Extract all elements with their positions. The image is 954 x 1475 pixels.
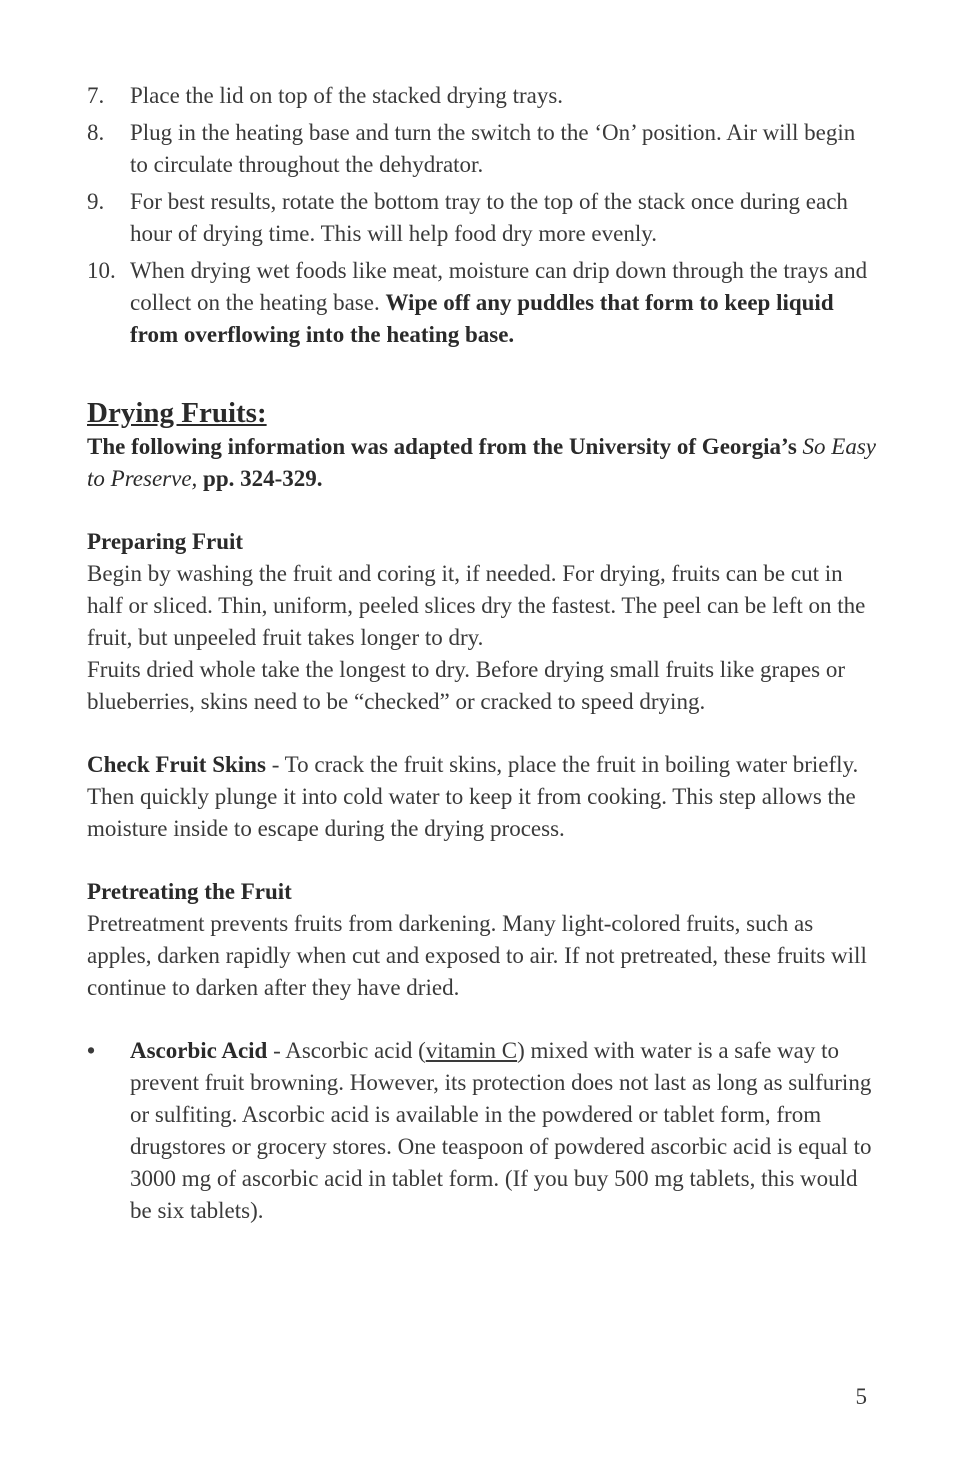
- check-skins-paragraph: [87, 749, 877, 845]
- preparing-heading: Preparing Fruit: [87, 529, 244, 554]
- step-warning: Wipe off any puddles that form to keep liquid from overflowing into the heating base.: [130, 290, 834, 347]
- list-item: [87, 1035, 877, 1227]
- section-title: Drying Fruits:: [87, 397, 267, 429]
- bullet-icon: •: [87, 1038, 96, 1063]
- step-number: 10.: [87, 258, 116, 283]
- pretreating-paragraph: Pretreatment prevents fruits from darkening. Many light-colored fruits, such as apples, darken rapidly when cut and exposed to air. If not pretreated, these fruits will continue to darken after they have dried.: [87, 911, 867, 1000]
- preparing-paragraph-1: Begin by washing the fruit and coring it, if needed. For drying, fruits can be cut in half or sliced. Thin, uniform, peeled slices dry the fastest. The peel can be left on the fruit, but unpeeled fruit takes longer to dry.: [87, 561, 866, 650]
- list-item: [87, 80, 877, 112]
- step-text: For best results, rotate the bottom tray to the top of the stack once during each hour of drying time. This will help food dry more evenly.: [130, 189, 848, 246]
- vitamin-c-link[interactable]: vitamin C: [425, 1038, 518, 1063]
- check-skins-text: - To crack the fruit skins, place the fruit in boiling water briefly. Then quickly plunge it into cold water to keep it from cooking. This step allows the moisture inside to escape during the drying process.: [87, 752, 859, 841]
- step-number: 9.: [87, 189, 105, 214]
- document-page: [87, 80, 877, 1227]
- source-pages: pp. 324-329.: [197, 466, 323, 491]
- bullet-text: - Ascorbic acid (: [267, 1038, 426, 1063]
- list-item: [87, 117, 877, 181]
- step-text: Place the lid on top of the stacked drying trays.: [130, 83, 564, 108]
- step-text: Plug in the heating base and turn the switch to the ‘On’ position. Air will begin to circulate throughout the dehydrator.: [130, 120, 856, 177]
- source-prefix: The following information was adapted from the University of Georgia’s: [87, 434, 803, 459]
- bullet-label: Ascorbic Acid: [130, 1038, 268, 1063]
- source-book-title: So Easy to Preserve,: [87, 434, 876, 491]
- page-number: 5: [855, 1384, 867, 1409]
- step-text: When drying wet foods like meat, moisture can drip down through the trays and collect on the heating base.: [130, 258, 868, 315]
- preparing-paragraph-2: Fruits dried whole take the longest to dry. Before drying small fruits like grapes or blueberries, skins need to be “checked” or cracked to speed drying.: [87, 657, 845, 714]
- step-number: 7.: [87, 83, 105, 108]
- pretreating-heading: Pretreating the Fruit: [87, 879, 292, 904]
- list-item: [87, 255, 877, 351]
- list-item: [87, 186, 877, 250]
- source-citation: [87, 431, 877, 495]
- check-skins-label: Check Fruit Skins: [87, 752, 266, 777]
- instruction-steps: [87, 80, 877, 351]
- step-number: 8.: [87, 120, 105, 145]
- pretreatment-options: [87, 1035, 877, 1227]
- bullet-text-continued: ) mixed with water is a safe way to prevent fruit browning. However, its protection does not last as long as sulfuring or sulfiting. Ascorbic acid is available in the powdered or tablet form, from drugstores or grocery stores. One teaspoon of powdered ascorbic acid is equal to 3000 mg of ascorbic acid in tablet form. (If you buy 500 mg tablets, this would be six tablets).: [130, 1038, 872, 1223]
